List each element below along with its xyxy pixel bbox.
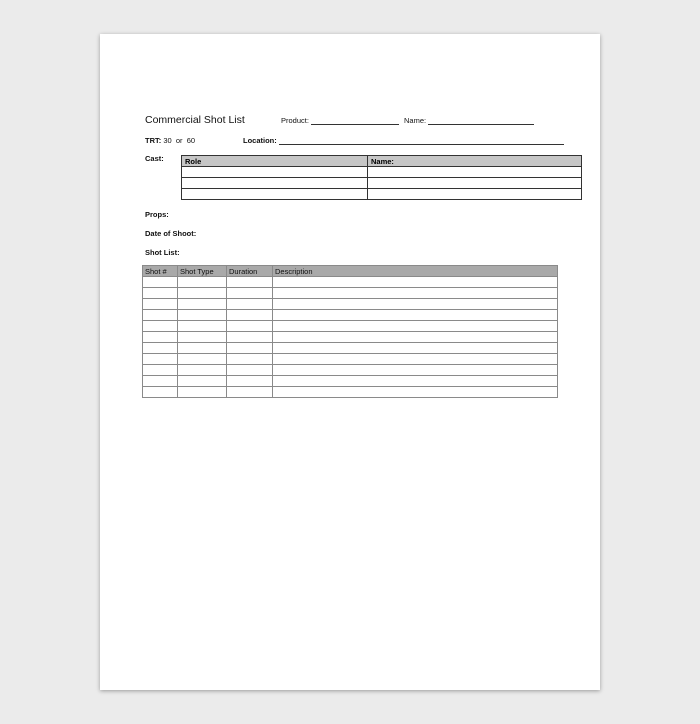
shot-cell[interactable] bbox=[143, 277, 178, 288]
shot-cell[interactable] bbox=[227, 387, 273, 398]
shot-cell[interactable] bbox=[143, 310, 178, 321]
name-blank[interactable] bbox=[428, 124, 534, 125]
shot-cell[interactable] bbox=[143, 376, 178, 387]
location-label: Location: bbox=[243, 136, 277, 145]
shot-cell[interactable] bbox=[178, 376, 227, 387]
product-field bbox=[281, 116, 399, 125]
shot-cell[interactable] bbox=[227, 376, 273, 387]
shot-cell[interactable] bbox=[143, 288, 178, 299]
props-label: Props: bbox=[145, 210, 169, 219]
shot-cell[interactable] bbox=[143, 332, 178, 343]
shot-cell[interactable] bbox=[227, 310, 273, 321]
cast-cell[interactable] bbox=[182, 178, 368, 189]
shot-cell[interactable] bbox=[178, 343, 227, 354]
shot-cell[interactable] bbox=[227, 299, 273, 310]
table-row bbox=[182, 178, 582, 189]
shot-cell[interactable] bbox=[273, 354, 558, 365]
table-row bbox=[143, 310, 558, 321]
form-title: Commercial Shot List bbox=[145, 114, 245, 126]
shot-cell[interactable] bbox=[273, 321, 558, 332]
shot-header-duration: Duration bbox=[227, 266, 273, 277]
cast-cell[interactable] bbox=[182, 167, 368, 178]
shot-cell[interactable] bbox=[273, 277, 558, 288]
shot-cell[interactable] bbox=[227, 288, 273, 299]
shot-cell[interactable] bbox=[143, 321, 178, 332]
trt-field bbox=[145, 136, 195, 145]
cast-cell[interactable] bbox=[368, 189, 582, 200]
shot-cell[interactable] bbox=[143, 365, 178, 376]
shot-cell[interactable] bbox=[143, 387, 178, 398]
table-row bbox=[143, 332, 558, 343]
cast-header-role: Role bbox=[182, 156, 368, 167]
shot-cell[interactable] bbox=[178, 288, 227, 299]
cast-cell[interactable] bbox=[182, 189, 368, 200]
shot-cell[interactable] bbox=[273, 332, 558, 343]
shot-cell[interactable] bbox=[178, 310, 227, 321]
shot-cell[interactable] bbox=[178, 365, 227, 376]
table-row bbox=[143, 288, 558, 299]
shot-cell[interactable] bbox=[178, 332, 227, 343]
shot-cell[interactable] bbox=[273, 299, 558, 310]
shot-header-number: Shot # bbox=[143, 266, 178, 277]
name-field bbox=[404, 116, 534, 125]
shot-cell[interactable] bbox=[273, 387, 558, 398]
table-row bbox=[143, 376, 558, 387]
shot-cell[interactable] bbox=[227, 354, 273, 365]
trt-label: TRT: bbox=[145, 136, 162, 145]
table-row bbox=[182, 189, 582, 200]
shot-cell[interactable] bbox=[273, 343, 558, 354]
table-row bbox=[143, 343, 558, 354]
shot-list-table bbox=[142, 265, 558, 398]
shot-cell[interactable] bbox=[227, 343, 273, 354]
shot-cell[interactable] bbox=[273, 376, 558, 387]
shot-cell[interactable] bbox=[273, 310, 558, 321]
shot-cell[interactable] bbox=[227, 277, 273, 288]
date-of-shoot-label: Date of Shoot: bbox=[145, 229, 197, 238]
shot-header-type: Shot Type bbox=[178, 266, 227, 277]
shot-header-row bbox=[143, 266, 558, 277]
location-field bbox=[243, 136, 564, 145]
shot-cell[interactable] bbox=[178, 277, 227, 288]
shot-cell[interactable] bbox=[227, 321, 273, 332]
shot-cell[interactable] bbox=[273, 288, 558, 299]
shot-cell[interactable] bbox=[178, 321, 227, 332]
shot-cell[interactable] bbox=[143, 354, 178, 365]
location-blank[interactable] bbox=[279, 144, 564, 145]
shot-header-description: Description bbox=[273, 266, 558, 277]
shot-cell[interactable] bbox=[178, 354, 227, 365]
shot-cell[interactable] bbox=[143, 299, 178, 310]
shot-list-label: Shot List: bbox=[145, 248, 180, 257]
table-row bbox=[143, 365, 558, 376]
table-row bbox=[143, 321, 558, 332]
name-label: Name: bbox=[404, 116, 427, 125]
cast-table bbox=[181, 155, 582, 200]
cast-header-name: Name: bbox=[368, 156, 582, 167]
shot-rows bbox=[143, 277, 558, 398]
product-blank[interactable] bbox=[311, 124, 399, 125]
shot-cell[interactable] bbox=[178, 387, 227, 398]
shot-cell[interactable] bbox=[178, 299, 227, 310]
cast-cell[interactable] bbox=[368, 167, 582, 178]
cast-cell[interactable] bbox=[368, 178, 582, 189]
shot-cell[interactable] bbox=[143, 343, 178, 354]
document-page bbox=[100, 34, 600, 690]
trt-options: 30 or 60 bbox=[163, 136, 196, 145]
table-row bbox=[143, 354, 558, 365]
cast-header-row bbox=[182, 156, 582, 167]
table-row bbox=[143, 277, 558, 288]
product-label: Product: bbox=[281, 116, 309, 125]
table-row bbox=[182, 167, 582, 178]
shot-cell[interactable] bbox=[227, 365, 273, 376]
shot-cell[interactable] bbox=[273, 365, 558, 376]
table-row bbox=[143, 299, 558, 310]
table-row bbox=[143, 387, 558, 398]
cast-label: Cast: bbox=[145, 154, 164, 163]
shot-cell[interactable] bbox=[227, 332, 273, 343]
